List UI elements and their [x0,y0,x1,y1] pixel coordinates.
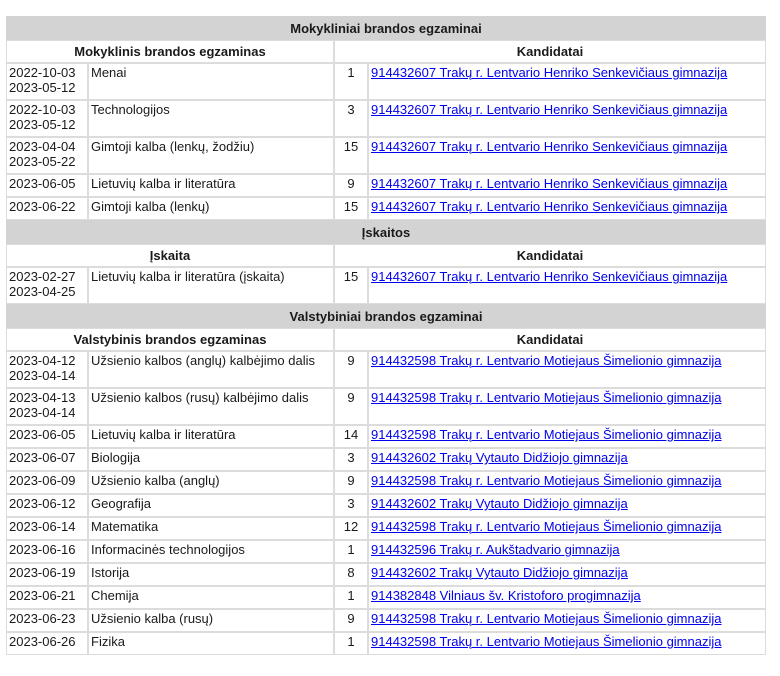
exam-row [7,495,765,516]
exam-date: 2023-04-12 [9,353,76,368]
exam-date: 2023-06-26 [9,634,76,649]
candidate-count: 15 [335,198,367,219]
exams-table-body [7,17,765,654]
column-header-row [7,245,765,266]
candidate-count: 3 [335,101,367,136]
candidate-count: 9 [335,352,367,387]
exam-name: Gimtoji kalba (lenkų) [89,198,333,219]
candidate-count: 9 [335,175,367,196]
candidate-count: 15 [335,268,367,303]
exam-row [7,268,765,303]
exam-dates [7,610,87,631]
exam-name: Geografija [89,495,333,516]
exam-date: 2023-06-05 [9,427,76,442]
exam-date: 2023-06-12 [9,496,76,511]
school-link[interactable]: 914432607 Trakų r. Lentvario Henriko Senkevičiaus gimnazija [371,139,728,154]
exam-name: Užsienio kalba (anglų) [89,472,333,493]
exam-date: 2023-04-25 [9,284,76,299]
school-link[interactable]: 914432598 Trakų r. Lentvario Motiejaus Šimelionio gimnazija [371,427,722,442]
exam-date: 2023-06-07 [9,450,76,465]
column-header-row [7,329,765,350]
exam-dates [7,198,87,219]
exam-date: 2023-05-12 [9,80,76,95]
school-link[interactable]: 914432602 Trakų Vytauto Didžiojo gimnazija [371,496,628,511]
exam-row [7,352,765,387]
exam-name: Fizika [89,633,333,654]
school-cell [369,101,765,136]
school-link[interactable]: 914432602 Trakų Vytauto Didžiojo gimnazija [371,565,628,580]
exam-row [7,198,765,219]
candidate-count: 9 [335,389,367,424]
exam-dates [7,564,87,585]
candidate-count: 1 [335,541,367,562]
exam-dates [7,495,87,516]
school-cell [369,175,765,196]
exam-date: 2022-10-03 [9,102,76,117]
school-cell [369,198,765,219]
exam-name: Užsienio kalba (rusų) [89,610,333,631]
exam-row [7,518,765,539]
exam-name: Lietuvių kalba ir literatūra (įskaita) [89,268,333,303]
exam-date: 2023-04-13 [9,390,76,405]
exam-name: Lietuvių kalba ir literatūra [89,426,333,447]
exam-dates [7,426,87,447]
school-cell [369,352,765,387]
column-header-candidates: Kandidatai [335,41,765,62]
candidate-count: 1 [335,633,367,654]
exam-row [7,426,765,447]
candidate-count: 1 [335,64,367,99]
school-cell [369,587,765,608]
exam-dates [7,138,87,173]
school-link[interactable]: 914432598 Trakų r. Lentvario Motiejaus Šimelionio gimnazija [371,473,722,488]
candidate-count: 14 [335,426,367,447]
candidate-count: 8 [335,564,367,585]
exam-date: 2022-10-03 [9,65,76,80]
section-title: Įskaitos [7,221,765,243]
exam-date: 2023-04-14 [9,405,76,420]
school-cell [369,389,765,424]
exam-date: 2023-06-23 [9,611,76,626]
school-link[interactable]: 914382848 Vilniaus šv. Kristoforo progimnazija [371,588,641,603]
exam-row [7,449,765,470]
exam-date: 2023-04-04 [9,139,76,154]
school-link[interactable]: 914432607 Trakų r. Lentvario Henriko Senkevičiaus gimnazija [371,102,728,117]
exam-dates [7,518,87,539]
candidate-count: 12 [335,518,367,539]
column-header-exam: Valstybinis brandos egzaminas [7,329,333,350]
school-cell [369,268,765,303]
candidate-count: 15 [335,138,367,173]
exam-name: Menai [89,64,333,99]
school-link[interactable]: 914432596 Trakų r. Aukštadvario gimnazija [371,542,620,557]
exam-name: Lietuvių kalba ir literatūra [89,175,333,196]
school-link[interactable]: 914432598 Trakų r. Lentvario Motiejaus Šimelionio gimnazija [371,519,722,534]
section-title: Mokykliniai brandos egzaminai [7,17,765,39]
school-link[interactable]: 914432607 Trakų r. Lentvario Henriko Senkevičiaus gimnazija [371,176,728,191]
exam-dates [7,587,87,608]
column-header-row [7,41,765,62]
school-link[interactable]: 914432598 Trakų r. Lentvario Motiejaus Šimelionio gimnazija [371,634,722,649]
exam-name: Užsienio kalbos (rusų) kalbėjimo dalis [89,389,333,424]
school-cell [369,541,765,562]
exam-dates [7,268,87,303]
school-link[interactable]: 914432598 Trakų r. Lentvario Motiejaus Šimelionio gimnazija [371,611,722,626]
school-cell [369,138,765,173]
exam-date: 2023-06-14 [9,519,76,534]
exam-row [7,541,765,562]
candidate-count: 3 [335,495,367,516]
school-cell [369,564,765,585]
exam-date: 2023-06-19 [9,565,76,580]
school-cell [369,426,765,447]
exams-table [5,15,767,656]
school-cell [369,472,765,493]
exam-row [7,610,765,631]
school-link[interactable]: 914432598 Trakų r. Lentvario Motiejaus Šimelionio gimnazija [371,390,722,405]
section-header-row [7,221,765,243]
school-link[interactable]: 914432607 Trakų r. Lentvario Henriko Senkevičiaus gimnazija [371,65,728,80]
column-header-exam: Mokyklinis brandos egzaminas [7,41,333,62]
exam-name: Gimtoji kalba (lenkų, žodžiu) [89,138,333,173]
exam-name: Technologijos [89,101,333,136]
exam-dates [7,101,87,136]
exam-date: 2023-06-21 [9,588,76,603]
candidate-count: 1 [335,587,367,608]
exam-row [7,389,765,424]
exam-name: Užsienio kalbos (anglų) kalbėjimo dalis [89,352,333,387]
candidate-count: 3 [335,449,367,470]
section-header-row [7,305,765,327]
column-header-candidates: Kandidatai [335,329,765,350]
exam-dates [7,175,87,196]
school-link[interactable]: 914432598 Trakų r. Lentvario Motiejaus Šimelionio gimnazija [371,353,722,368]
exam-date: 2023-06-09 [9,473,76,488]
exam-date: 2023-05-12 [9,117,76,132]
school-link[interactable]: 914432607 Trakų r. Lentvario Henriko Senkevičiaus gimnazija [371,199,728,214]
exam-row [7,472,765,493]
candidate-count: 9 [335,610,367,631]
school-cell [369,495,765,516]
exam-row [7,633,765,654]
column-header-candidates: Kandidatai [335,245,765,266]
candidate-count: 9 [335,472,367,493]
section-header-row [7,17,765,39]
exam-dates [7,64,87,99]
exam-date: 2023-06-22 [9,199,76,214]
exam-row [7,138,765,173]
exam-row [7,64,765,99]
exam-dates [7,389,87,424]
exam-dates [7,472,87,493]
exam-row [7,587,765,608]
exam-dates [7,449,87,470]
school-cell [369,633,765,654]
exam-date: 2023-06-16 [9,542,76,557]
exam-row [7,564,765,585]
school-link[interactable]: 914432607 Trakų r. Lentvario Henriko Senkevičiaus gimnazija [371,269,728,284]
exam-name: Informacinės technologijos [89,541,333,562]
exam-row [7,101,765,136]
exam-name: Chemija [89,587,333,608]
exam-date: 2023-02-27 [9,269,76,284]
exam-name: Matematika [89,518,333,539]
exam-name: Istorija [89,564,333,585]
school-cell [369,449,765,470]
exam-row [7,175,765,196]
section-title: Valstybiniai brandos egzaminai [7,305,765,327]
column-header-exam: Įskaita [7,245,333,266]
school-cell [369,610,765,631]
school-cell [369,518,765,539]
exam-dates [7,541,87,562]
school-cell [369,64,765,99]
exam-date: 2023-06-05 [9,176,76,191]
exam-date: 2023-04-14 [9,368,76,383]
school-link[interactable]: 914432602 Trakų Vytauto Didžiojo gimnazija [371,450,628,465]
exam-date: 2023-05-22 [9,154,76,169]
exam-name: Biologija [89,449,333,470]
exam-dates [7,352,87,387]
exam-dates [7,633,87,654]
